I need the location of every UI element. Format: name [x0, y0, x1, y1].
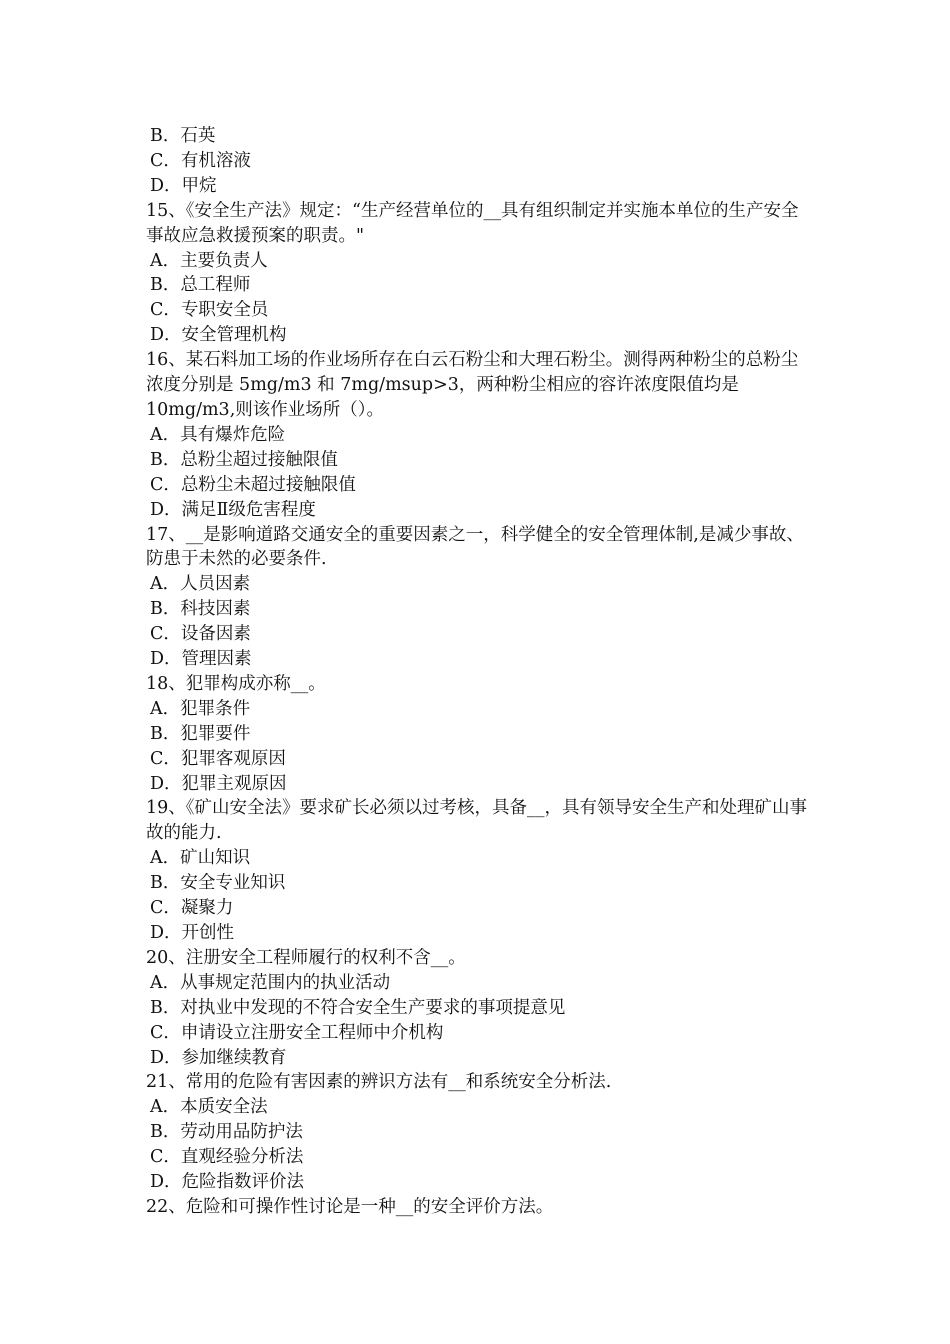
question-21: 21、常用的危险有害因素的辨识方法有__和系统安全分析法.: [146, 1072, 612, 1093]
option-line: C．犯罪客观原因: [150, 748, 286, 769]
question-20: 20、注册安全工程师履行的权利不含__。: [146, 947, 466, 968]
option-line: A．本质安全法: [150, 1097, 268, 1118]
option-line: C．申请设立注册安全工程师中介机构: [150, 1022, 444, 1043]
question-19: 19、《矿山安全法》要求矿长必须以过考核，具备__，具有领导安全生产和处理矿山事故的能力.: [146, 798, 808, 844]
question-22: 22、危险和可操作性讨论是一种__的安全评价方法。: [146, 1196, 554, 1217]
option-line: D．犯罪主观原因: [150, 773, 287, 794]
option-line: A．人员因素: [150, 574, 251, 595]
option-line: B．犯罪要件: [150, 723, 251, 744]
option-line: D．甲烷: [150, 175, 217, 196]
option-line: C．专职安全员: [150, 300, 269, 321]
option-line: C．直观经验分析法: [150, 1147, 304, 1168]
question-17: 17、__是影响道路交通安全的重要因素之一，科学健全的安全管理体制,是减少事故、防患于未然的必要条件.: [146, 524, 804, 570]
option-line: B．劳动用品防护法: [150, 1122, 303, 1143]
option-line: C．设备因素: [150, 624, 251, 645]
option-line: C．有机溶液: [150, 150, 251, 171]
option-line: D．危险指数评价法: [150, 1172, 305, 1193]
option-line: B．安全专业知识: [150, 873, 286, 894]
option-line: D．满足Ⅱ级危害程度: [150, 499, 316, 520]
option-line: C．凝聚力: [150, 898, 234, 919]
option-line: B．科技因素: [150, 599, 251, 620]
option-line: D．管理因素: [150, 649, 252, 670]
option-line: D．参加继续教育: [150, 1047, 287, 1068]
question-15: 15、《安全生产法》规定：“生产经营单位的__具有组织制定并实施本单位的生产安全事故应急救援预案的职责。": [146, 200, 799, 246]
option-line: B．总工程师: [150, 275, 251, 296]
option-line: B．总粉尘超过接触限值: [150, 449, 338, 470]
option-line: A．主要负责人: [150, 250, 268, 271]
question-18: 18、犯罪构成亦称__。: [146, 673, 326, 694]
option-line: B．石英: [150, 126, 216, 146]
document-page: [146, 124, 810, 1220]
option-line: B．对执业中发现的不符合安全生产要求的事项提意见: [150, 997, 566, 1018]
option-line: C．总粉尘未超过接触限值: [150, 474, 356, 495]
question-16: 16、某石料加工场的作业场所存在白云石粉尘和大理石粉尘。测得两种粉尘的总粉尘浓度分别是 5mg/m3 和 7mg/msup>3，两种粉尘相应的容许浓度限值均是 10mg/m3,则该作业场所（）。: [146, 350, 799, 420]
option-line: A．从事规定范围内的执业活动: [150, 972, 391, 993]
option-line: A．矿山知识: [150, 848, 251, 869]
option-line: A．犯罪条件: [150, 698, 251, 719]
option-line: D．安全管理机构: [150, 325, 287, 346]
option-line: A．具有爆炸危险: [150, 424, 286, 445]
option-line: D．开创性: [150, 923, 235, 943]
